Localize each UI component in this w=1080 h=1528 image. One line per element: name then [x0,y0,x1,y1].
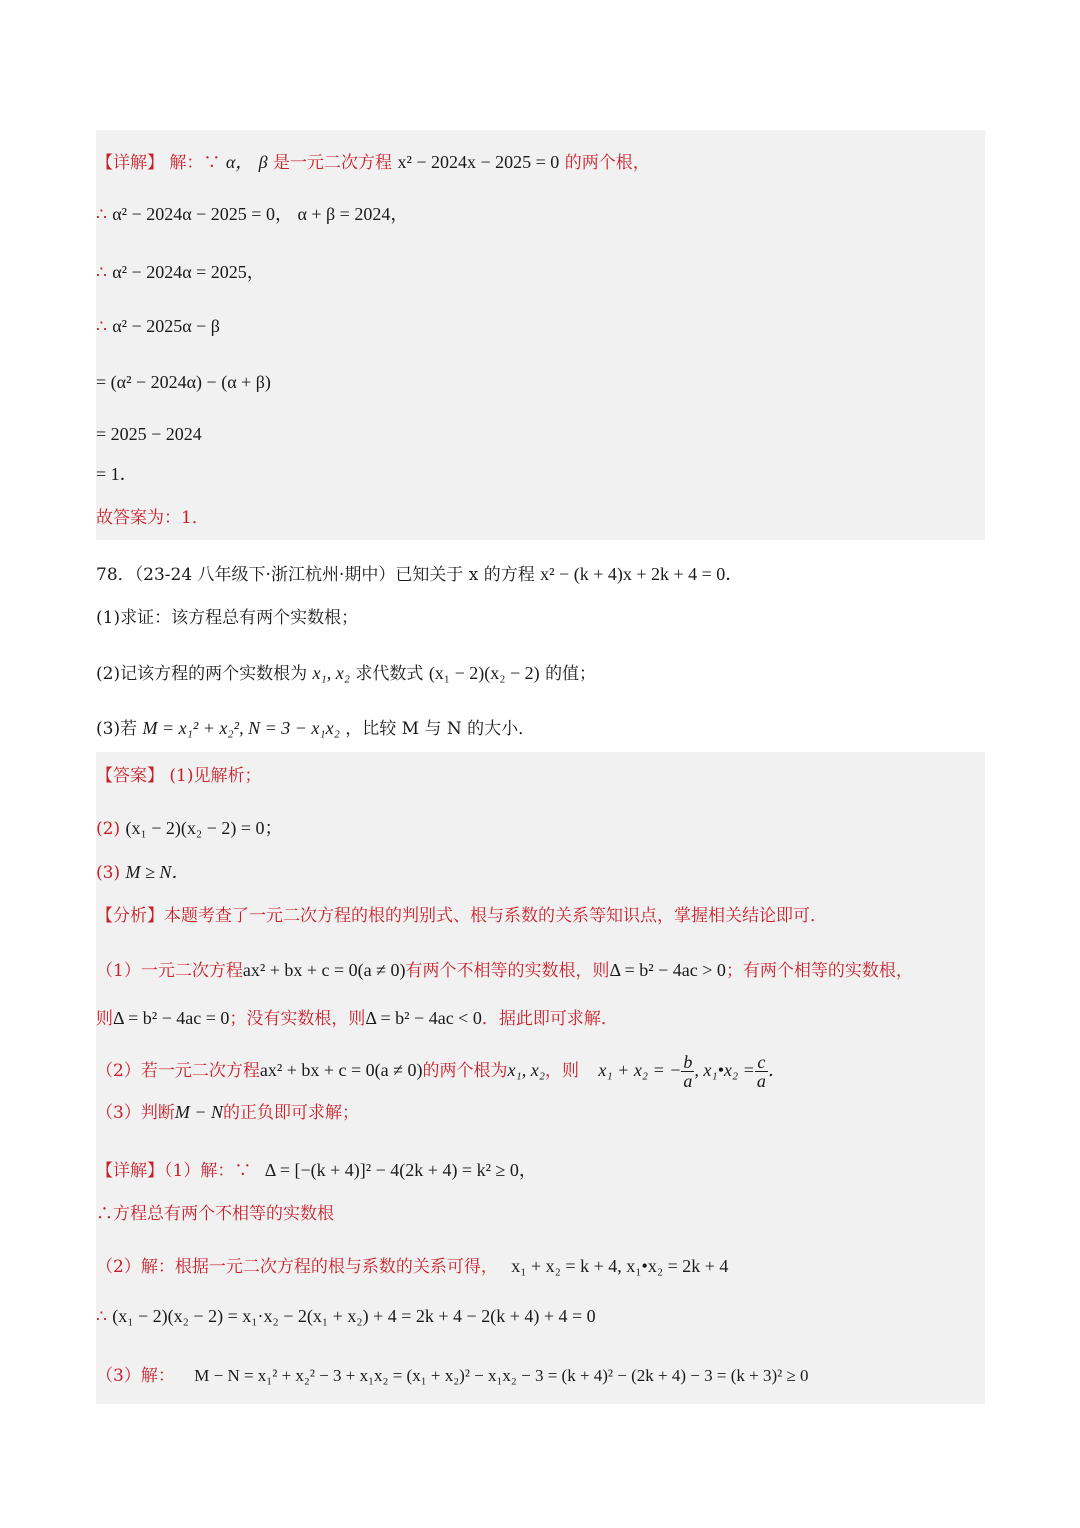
part-3-definition: M = x₁² + x₂², N = 3 − x₁x₂ [142,718,340,738]
detail-3-line [96,1364,809,1388]
answer-3-label: (3) [96,863,121,883]
detail-1-discriminant: Δ = [−(k + 4)]² − 4(2k + 4) = k² ≥ 0， [264,1160,537,1180]
detail-1-text-a: （1）解：∵ [164,1161,252,1181]
step-6 [96,462,138,487]
part-2-expression: (x₁ − 2)(x₂ − 2) [428,663,540,683]
part-2-text-e: 的值； [545,664,597,684]
step-3-math: α² − 2025α − β [112,316,220,336]
analysis-1-equation: ax² + bx + c = 0(a ≠ 0) [242,960,406,980]
detail-2-line [96,1254,728,1279]
problem-part-3 [96,716,535,741]
step-1 [96,202,408,227]
analysis-3-expression: M − N [174,1102,223,1122]
analysis-1-text-d: ；有两个相等的实数根， [725,961,913,981]
beta-symbol: β [258,152,268,172]
detail-tag: 【详解】 [96,153,164,173]
answer-tag: 【答案】 [96,766,164,786]
detail-2-calc-line [96,1304,596,1329]
detail-3-text: （3）解： [96,1366,175,1386]
vieta-sum: x₁ + x₂ = − [598,1060,682,1080]
analysis-tag: 【分析】 [96,906,164,926]
fraction-denominator: a [756,1071,766,1092]
step-3 [96,314,220,339]
answer-line-3 [96,860,189,885]
equation-head: x² − 2024x − 2025 = 0 [397,152,560,172]
analysis-3-text-a: （3）判断 [96,1103,175,1123]
fraction-numerator: b [683,1052,693,1073]
analysis-text: 本题考查了一元二次方程的根的判别式、根与系数的关系等知识点，掌握相关结论即可． [164,906,827,926]
answer-line-1 [96,764,262,788]
step-1-math: α² − 2024α − 2025 = 0， α + β = 2024， [112,204,409,224]
analysis-1-text-a: （1）一元二次方程 [96,961,243,981]
step-4 [96,370,271,395]
analysis-line [96,904,827,928]
answer-3-math: M ≥ N． [125,862,190,882]
part-2-text-a: (2)记该方程的两个实数根为 [96,664,308,684]
analysis-2-text-a: （2）若一元二次方程 [96,1061,260,1081]
problem-header-text: 78．（23-24 八年级下·浙江杭州·期中）已知关于 x 的方程 [96,565,535,585]
part-3-text-a: (3)若 [96,719,138,739]
problem-part-1: (1)求证：该方程总有两个实数根； [96,608,359,628]
fraction-numerator: c [755,1053,768,1072]
part-2-text-c: 求代数式 [355,664,424,684]
analysis-1-delta-neg: Δ = b² − 4ac < 0 [365,1008,482,1028]
problem-equation: x² − (k + 4)x + 2k + 4 = 0． [540,564,744,584]
analysis-2-equation: ax² + bx + c = 0(a ≠ 0) [259,1060,423,1080]
answer-1: (1)见解析； [169,766,262,786]
detail-intro-b: 是一元二次方程 [273,153,393,173]
conclusion-line: 故答案为：1． [96,508,209,528]
problem-part-2 [96,661,596,686]
analysis-2-text-d: ，则 [545,1061,580,1081]
answer-line-2 [96,816,282,841]
detail-2-text: （2）解：根据一元二次方程的根与系数的关系可得， [96,1257,498,1277]
step-4-math: = (α² − 2024α) − (α + β) [96,372,271,392]
solution-block-2 [96,752,985,1404]
detail-2-vieta: x₁ + x₂ = k + 4, x₁•x₂ = 2k + 4 [511,1256,729,1276]
analysis-2-text-b: 的两个根为 [422,1061,508,1081]
analysis-2-line [96,1052,786,1090]
therefore-symbol: ∴ [96,1307,107,1327]
part-3-text-c: ，比较 M 与 N 的大小． [345,719,536,739]
fraction-c-over-a [755,1053,768,1090]
step-2-math: α² − 2024α = 2025， [112,262,265,282]
problem-78-header [96,562,743,587]
part-2-roots: x₁, x₂ [312,663,350,683]
fraction-denominator: a [683,1071,693,1092]
step-5 [96,422,202,447]
step-5-math: = 2025 − 2024 [96,424,202,444]
answer-2-math: (x₁ − 2)(x₂ − 2) = 0； [125,818,283,838]
solution-block-1 [96,130,985,540]
detail-2-calculation: (x₁ − 2)(x₂ − 2) = x₁·x₂ − 2(x₁ + x₂) + 4 = 2k + 4 − 2(k + 4) + 4 = 0 [112,1306,596,1326]
step-2 [96,260,265,285]
vieta-formula [598,1052,786,1092]
analysis-1-text-b: 有两个不相等的实数根，则 [405,961,610,981]
analysis-1-line-a [96,958,913,983]
analysis-1-text-g: ；没有实数根，则 [229,1009,366,1029]
vieta-product: , x₁•x₂ = [694,1060,755,1080]
step-6-math: = 1． [96,464,138,484]
therefore-symbol: ∴ [96,317,107,337]
detail-1-line [96,1158,537,1183]
detail-line [96,150,650,175]
detail-tag-2: 【详解】 [96,1161,164,1181]
fraction-b-over-a [681,1053,694,1090]
analysis-1-text-e: 则 [96,1009,113,1029]
analysis-1-line-b [96,1006,618,1031]
therefore-symbol: ∴ [96,205,107,225]
analysis-1-text-i: ．据此即可求解． [481,1009,618,1029]
analysis-3-line [96,1100,359,1125]
alpha-symbol: α， [225,152,254,172]
detail-3-calculation: M − N = x₁² + x₂² − 3 + x₁x₂ = (x₁ + x₂)² − x₁x₂ − 3 = (k + 4)² − (2k + 4) − 3 = (k + 3)² ≥ 0 [194,1366,809,1385]
detail-1-conclusion: ∴方程总有两个不相等的实数根 [96,1204,334,1224]
therefore-symbol: ∴ [96,263,107,283]
analysis-3-text-c: 的正负即可求解； [222,1103,359,1123]
answer-2-label: (2) [96,819,121,839]
vieta-end: ． [767,1060,786,1080]
analysis-2-roots: x₁, x₂ [507,1060,546,1080]
analysis-1-delta-zero: Δ = b² − 4ac = 0 [113,1008,230,1028]
detail-intro-c: 的两个根， [564,153,650,173]
detail-intro: 解：∵ [169,153,221,173]
analysis-1-delta-pos: Δ = b² − 4ac > 0 [609,960,726,980]
